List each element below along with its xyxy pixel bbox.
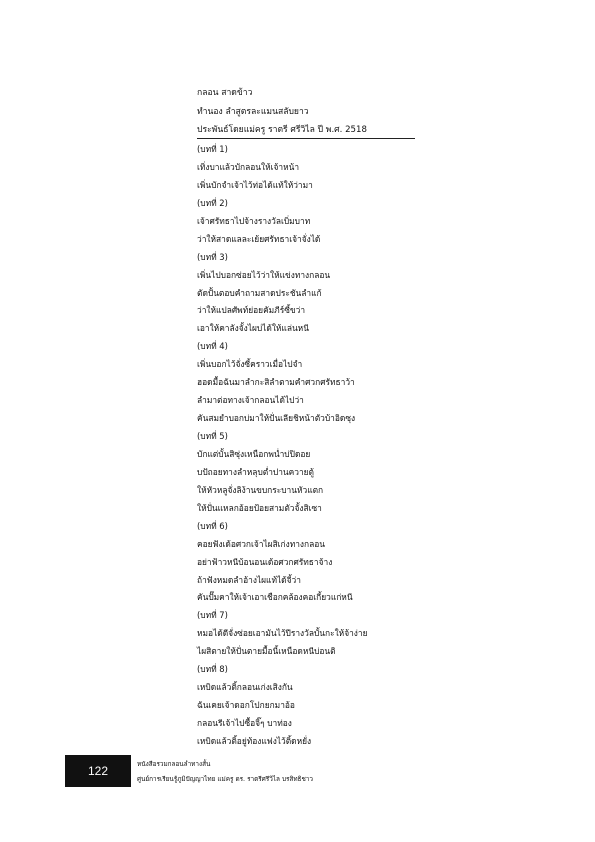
page-footer: [137, 757, 397, 787]
poem-author: ประพันธ์โดยแม่ครู ราตรี ศรีวิไล ปี พ.ศ. 2518: [197, 125, 367, 136]
poem-line: ว่าให้แปลศัพท์ย่อยคัมภีร์ซี้ขว่า: [197, 305, 306, 316]
poem-line: กลอนรีเจ้าไปซื้อจิ๊ๆ บาท่อง: [197, 718, 292, 728]
poem-line: เพิ่นบอกไว้จั่งซี้คราวเมื่อไปจำ: [197, 359, 303, 370]
stanza-heading: (บทที่ 1): [197, 144, 228, 154]
poem-line: คอยฟังเด้อศวกเจ้าไผสิเก่งทางกลอน: [197, 538, 325, 549]
poem-melody: ทำนอง ลำสูตรละแมนสลับยาว: [197, 106, 309, 117]
poem-line: เทิ่งบาแล้วบักลอนให้เจ้าหน้า: [197, 161, 300, 172]
header-divider: [197, 138, 415, 139]
stanza-heading: (บทที่ 2): [197, 197, 228, 208]
poem-line: เพิ่นบักจำเจ้าไว้ท่อได้แท้ให้ว่ามา: [197, 179, 313, 190]
page-number-box: [65, 755, 131, 787]
poem-header: [197, 84, 419, 140]
poem-body: [197, 141, 437, 751]
stanza-heading: (บทที่ 7): [197, 610, 228, 621]
poem-line: เอาให้คาลังจั้งไผบ่ได้ให้แล่นหนี: [197, 323, 309, 334]
poem-line: ให้ปั่นแหลกอ้อยป้อยสามตัวจั้งสิเซา: [197, 502, 322, 513]
stanza-heading: (บทที่ 4): [197, 341, 228, 352]
poem-line: เหบิดแล้วติ้อยู่ท้องแฟงไว้ติ้ดหยั่ง: [197, 735, 312, 746]
footer-publisher: ศูนย์การเรียนรู้ภูมิปัญญาไทย แม่ครู ดร. ราตรีศรีวิไล บรสิทธิชาว: [137, 775, 313, 783]
stanza-heading: (บทที่ 6): [197, 520, 228, 531]
poem-line: ว่าให้สาดแลละเย้ยศรัทธาเจ้าจั่งได้: [197, 233, 321, 244]
poem-line: บักแต่บั้นสิซุ่งเหนือกพน่ำบ่ปิดอย: [197, 448, 311, 459]
poem-line: ให้หัวหลูจั่งลิง้านขบกระบานหัวแตก: [197, 484, 324, 495]
poem-line: ฮอดมื้อฉันมาลำกะสิลำตามคำศวกศรัทธาว้า: [197, 377, 355, 388]
poem-line: ถ้าฟังหมดลำอ้างไผแท้ได้จี้ว่า: [197, 574, 301, 585]
poem-line: บปัถอยทางลำหลุบต่ำปานควายตู้: [197, 466, 314, 477]
stanza-heading: (บทที่ 8): [197, 664, 228, 675]
page-number: 122: [87, 764, 109, 778]
poem-line: ไผสิตายให้ปั่นตายมื้อนี้เหนือดหนีบ่อนติ: [197, 646, 336, 657]
poem-line: เหบิดแล้วติ้กลอนเก่งเสิงกัน: [197, 682, 293, 693]
poem-title: กลอน สาดข้าว: [197, 88, 253, 98]
poem-line: ฉันเคยเจ้าดอกโปกยกมาอ้อ: [197, 700, 295, 711]
stanza-heading: (บทที่ 3): [197, 251, 228, 262]
poem-line: เจ้าศรัทธาไปจ้างรางวัลเบิ่มบาท: [197, 215, 311, 226]
poem-line: อย่าฟ้าวหนีบ้อนอนเด้อศวกศรัทธาจ้าง: [197, 556, 333, 567]
poem-line: ลำมาต่อทางเจ้ากลอนได้ไปว่า: [197, 395, 304, 406]
footer-book-title: หนังสือรวมกลอนลำทางสั้น: [137, 760, 211, 768]
poem-line: ตัดปั้นตอบคำถามสาดประชันลำแก้: [197, 287, 322, 298]
poem-line: หมอได้ดีจั่งซ่อยเอามันไว้ปีรางวัลบั้นกะให้จ้าง่าย: [197, 628, 368, 639]
poem-line: คันปั๊มคาให้เจ้าเอาเชือกคล้องคอเกี้ยวแก่หนี: [197, 592, 353, 603]
stanza-heading: (บทที่ 5): [197, 431, 228, 441]
poem-line: คันสมยำบอกบ่มาให้ปั่นเลียชิหน้าตัวบ้าอิดซุง: [197, 413, 356, 424]
poem-line: เพิ่นไปบอกซ่อยไว้ว่าให้แข่งทางกลอน: [197, 269, 331, 280]
